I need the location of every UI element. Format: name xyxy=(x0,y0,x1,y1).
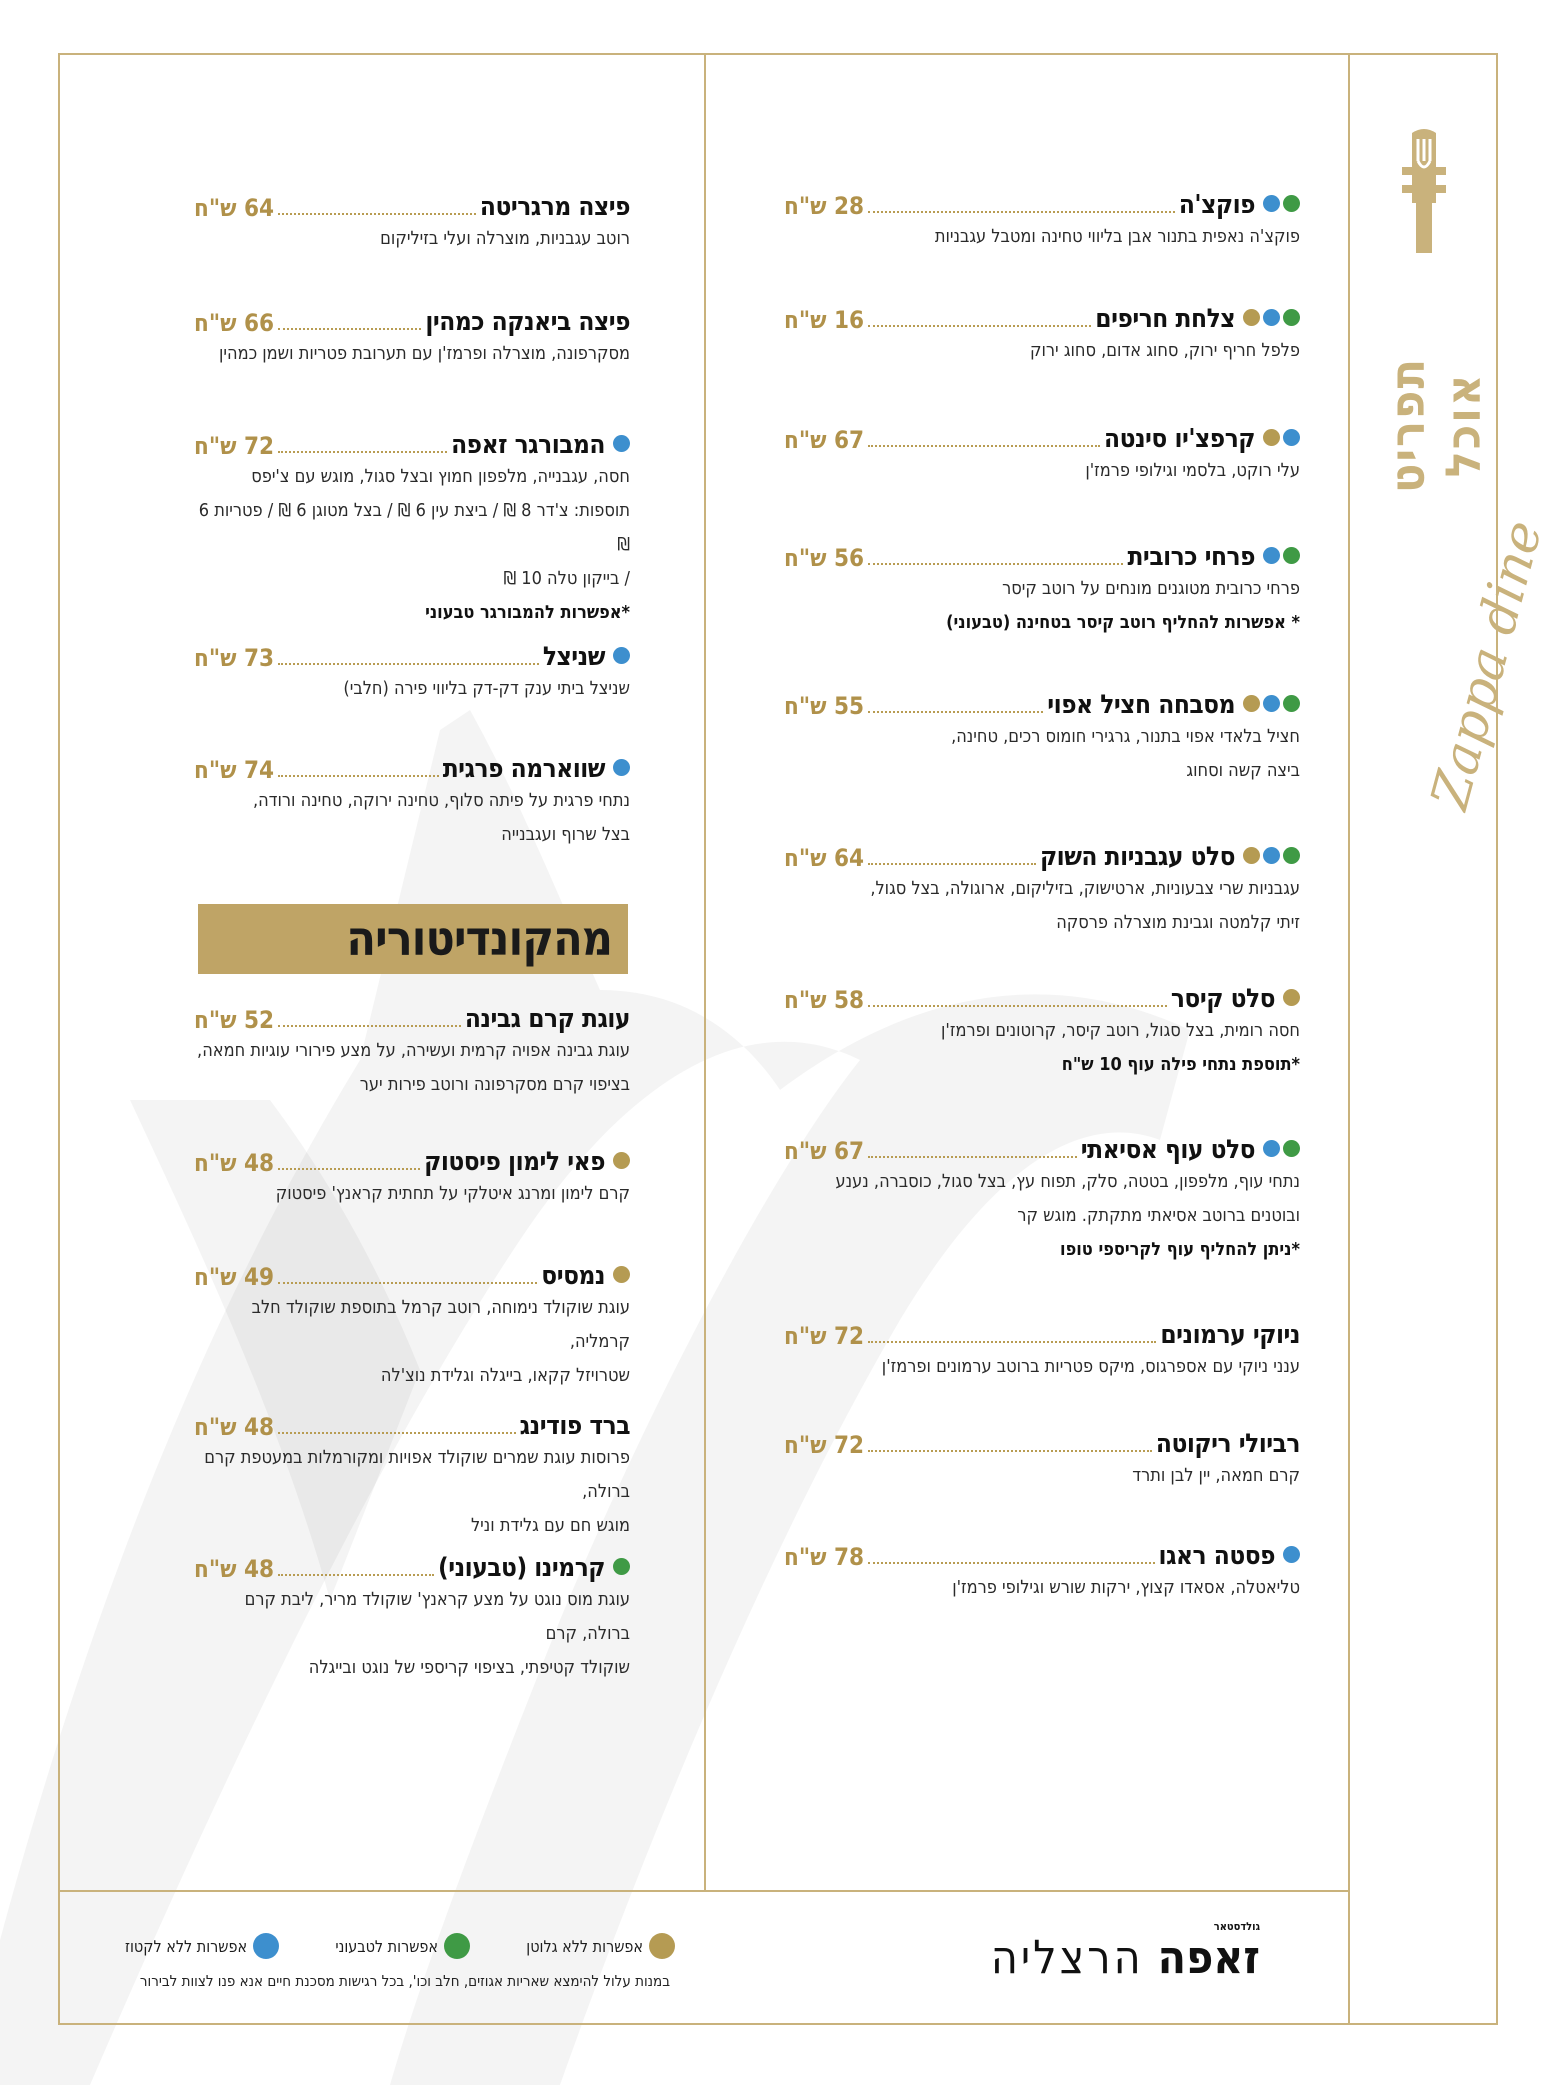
menu-item-description: רוטב עגבניות, מוצרלה ועלי בזיליקום xyxy=(380,228,630,249)
menu-item-header xyxy=(194,750,630,784)
menu-item-description: *ניתן להחליף עוף לקריספי טופו xyxy=(1060,1239,1300,1260)
legend-item xyxy=(125,1933,279,1959)
leader-dots xyxy=(278,328,421,330)
menu-item xyxy=(194,638,630,706)
leader-dots xyxy=(868,711,1043,713)
allergen-icons xyxy=(1243,847,1300,864)
menu-item xyxy=(194,1257,630,1393)
menu-item-price: 67 ש"ח xyxy=(784,426,865,454)
menu-item-header xyxy=(194,638,630,672)
milk-icon xyxy=(253,1933,279,1959)
menu-item-description: חסה רומית, בצל סגול, רוטב קיסר, קרוטונים ופרמז'ן xyxy=(941,1020,1300,1041)
allergen-icons xyxy=(1263,547,1300,564)
menu-item-description: חציל בלאדי אפוי בתנור, גרגירי חומוס רכים, טחינה, xyxy=(951,726,1300,747)
menu-item xyxy=(784,980,1300,1082)
menu-item-name: שניצל xyxy=(542,642,605,672)
menu-item-description: פלפל חריף ירוק, סחוג אדום, סחוג ירוק xyxy=(1030,340,1300,361)
menu-item-name: שווארמה פרגית xyxy=(442,754,605,784)
menu-item xyxy=(784,1131,1300,1267)
menu-item-description: *תוספת נתחי פילה עוף 10 ש"ח xyxy=(1061,1054,1300,1075)
menu-item-header xyxy=(784,186,1300,220)
menu-item-description: פרוסות עוגת שמרים שוקולד אפויות ומקורמלות במעטפת קרם ברולה, xyxy=(204,1447,630,1502)
menu-item-description: * אפשרות להחליף רוטב קיסר בטחינה (טבעוני) xyxy=(946,612,1300,633)
menu-item-description: עוגת מוס נוגט על מצע קראנץ' שוקולד מריר, ליבת קרם ברולה, קרם xyxy=(244,1589,630,1644)
menu-item xyxy=(784,1537,1300,1605)
menu-item-name: פיצה מרגריטה xyxy=(479,192,630,222)
menu-item-description: פוקצ'ה נאפית בתנור אבן בליווי טחינה ומטבל עגבניות xyxy=(934,226,1300,247)
menu-item-header xyxy=(784,300,1300,334)
column-divider xyxy=(704,53,706,1891)
wheat-icon xyxy=(1243,695,1260,712)
allergen-legend xyxy=(125,1926,675,1966)
allergen-icons xyxy=(1283,1546,1300,1563)
menu-item-header xyxy=(784,1537,1300,1571)
leader-dots xyxy=(868,1450,1152,1452)
menu-item-description: קרם לימון ומרנג איטלקי על תחתית קראנץ' פיסטוק xyxy=(275,1183,630,1204)
wheat-icon xyxy=(1283,989,1300,1006)
menu-item-description: *אפשרות להמבורגר טבעוני xyxy=(425,602,630,623)
menu-item-header xyxy=(784,1316,1300,1350)
menu-item-header xyxy=(194,303,630,337)
desserts-title: מהקונדיטוריה xyxy=(346,911,612,967)
menu-item-price: 74 ש"ח xyxy=(194,756,275,784)
menu-item-price: 28 ש"ח xyxy=(784,192,865,220)
menu-item xyxy=(194,303,630,371)
leader-dots xyxy=(868,325,1091,327)
menu-item-price: 49 ש"ח xyxy=(194,1263,275,1291)
menu-item-description: שניצל ביתי ענק דק-דק בליווי פירה (חלבי) xyxy=(343,678,630,699)
menu-item-name: סלט עגבניות השוק xyxy=(1039,842,1235,872)
menu-item-header xyxy=(194,1407,630,1441)
menu-item xyxy=(194,1549,630,1685)
leader-dots xyxy=(868,211,1175,213)
menu-item-price: 72 ש"ח xyxy=(784,1431,865,1459)
menu-item-description: קרם חמאה, יין לבן ותרד xyxy=(1132,1465,1300,1486)
menu-item-description: מוגש חם עם גלידת וניל xyxy=(470,1515,630,1536)
menu-item-description: ובוטנים ברוטב אסיאתי מתקתק. מוגש קר xyxy=(1017,1205,1300,1226)
menu-item xyxy=(784,420,1300,488)
menu-item-price: 67 ש"ח xyxy=(784,1137,865,1165)
legend-item xyxy=(335,1933,470,1959)
milk-icon xyxy=(1263,309,1280,326)
menu-item-description: עגבניות שרי צבעוניות, ארטישוק, בזיליקום, ארוגולה, בצל סגול, xyxy=(870,878,1300,899)
menu-item-name: פרחי כרובית xyxy=(1127,542,1255,572)
milk-icon xyxy=(1263,695,1280,712)
leader-dots xyxy=(278,1432,516,1434)
leaf-icon xyxy=(1283,195,1300,212)
menu-item-header xyxy=(194,426,630,460)
milk-icon xyxy=(1263,847,1280,864)
allergen-icons xyxy=(1263,429,1300,446)
leaf-icon xyxy=(1283,847,1300,864)
leader-dots xyxy=(278,451,447,453)
leader-dots xyxy=(868,1156,1077,1158)
legend-item xyxy=(526,1933,675,1959)
menu-item-header xyxy=(784,538,1300,572)
allergen-note: במנות עלול להימצא שאריות אגוזים, חלב וכו', בכל רגישות מסכנת חיים אנא פנו לצוות לבירור xyxy=(139,1972,670,1990)
menu-item-header xyxy=(784,1425,1300,1459)
menu-item xyxy=(784,186,1300,254)
menu-item-price: 73 ש"ח xyxy=(194,644,275,672)
menu-item xyxy=(784,300,1300,368)
brand-name: זאפה xyxy=(1157,1930,1260,1984)
menu-item-name: פסטה ראגו xyxy=(1158,1541,1275,1571)
menu-item-description: נתחי פרגית על פיתה סלוף, טחינה ירוקה, טחינה ורודה, xyxy=(252,790,630,811)
menu-item-description: ביצה קשה וסחוג xyxy=(1186,760,1300,781)
menu-item-description: עוגת גבינה אפויה קרמית ועשירה, על מצע פירורי עוגיות חמאה, xyxy=(197,1040,630,1061)
menu-item-description: שוקולד קטיפתי, בציפוי קריספי של נוגט ובייגלה xyxy=(308,1657,630,1678)
menu-column-right xyxy=(784,0,1300,1700)
menu-item xyxy=(784,1425,1300,1493)
menu-item-price: 55 ש"ח xyxy=(784,692,865,720)
menu-item-price: 64 ש"ח xyxy=(194,194,275,222)
menu-item-description: מסקרפונה, מוצרלה ופרמז'ן עם תערובת פטריות ושמן כמהין xyxy=(218,343,630,364)
menu-item-price: 72 ש"ח xyxy=(194,432,275,460)
menu-item-name: פיצה ביאנקה כמהין xyxy=(425,307,630,337)
brand-small: גולדסטאר xyxy=(1213,1920,1260,1933)
allergen-icons xyxy=(1263,1140,1300,1157)
menu-item-description: פרחי כרובית מטוגנים מונחים על רוטב קיסר xyxy=(1002,578,1300,599)
desserts-section-header xyxy=(198,904,628,974)
allergen-icons xyxy=(1283,989,1300,1006)
menu-item-price: 52 ש"ח xyxy=(194,1006,275,1034)
leaf-icon xyxy=(1283,309,1300,326)
allergen-icons xyxy=(1263,195,1300,212)
menu-item xyxy=(194,1000,630,1102)
milk-icon xyxy=(613,435,630,452)
allergen-icons xyxy=(613,759,630,776)
menu-item-header xyxy=(784,420,1300,454)
menu-item-name: פוקצ'ה xyxy=(1178,190,1255,220)
milk-icon xyxy=(613,647,630,664)
menu-item xyxy=(194,1407,630,1543)
menu-item-description: עלי רוקט, בלסמי וגילופי פרמז'ן xyxy=(1085,460,1300,481)
leader-dots xyxy=(868,1562,1155,1564)
menu-item-header xyxy=(194,188,630,222)
menu-item xyxy=(784,1316,1300,1384)
menu-item xyxy=(784,838,1300,940)
menu-item-description: שטרויזל קקאו, בייגלה וגלידת נוצ'לה xyxy=(380,1365,630,1386)
brand-location: הרצליה xyxy=(990,1930,1144,1984)
leader-dots xyxy=(278,1025,461,1027)
menu-item-name: ניוקי ערמונים xyxy=(1160,1320,1300,1350)
legend-label: אפשרות ללא גלוטן xyxy=(526,1936,643,1956)
menu-item-name: נמסיס xyxy=(541,1261,605,1291)
leader-dots xyxy=(868,1005,1167,1007)
menu-item xyxy=(194,750,630,852)
milk-icon xyxy=(1283,1546,1300,1563)
legend-label: אפשרות לטבעוני xyxy=(335,1936,438,1956)
menu-item-header xyxy=(194,1000,630,1034)
menu-item-description: נתחי עוף, מלפפון, בטטה, סלק, תפוח עץ, בצל סגול, כוסברה, נענע xyxy=(835,1171,1300,1192)
menu-title: תפריט אוכל xyxy=(1380,357,1492,493)
legend-label: אפשרות ללא לקטוז xyxy=(125,1936,248,1956)
footer-brand xyxy=(960,1920,1260,2000)
menu-item-description: בציפוי קרם מסקרפונה ורוטב פירות יער xyxy=(359,1074,630,1095)
wheat-icon xyxy=(1263,429,1280,446)
menu-item xyxy=(784,538,1300,640)
menu-item-header xyxy=(194,1257,630,1291)
menu-item-description: / בייקון טלה 10 ₪ xyxy=(503,568,630,589)
menu-item-name: עוגת קרם גבינה xyxy=(464,1004,630,1034)
milk-icon xyxy=(1283,429,1300,446)
wheat-icon xyxy=(1243,847,1260,864)
leader-dots xyxy=(278,663,539,665)
menu-item-description: ענני ניוקי עם אספרגוס, מיקס פטריות ברוטב ערמונים ופרמז'ן xyxy=(881,1356,1300,1377)
allergen-icons xyxy=(613,1266,630,1283)
leader-dots xyxy=(278,775,439,777)
leader-dots xyxy=(868,863,1036,865)
milk-icon xyxy=(613,759,630,776)
leader-dots xyxy=(278,213,476,215)
menu-item xyxy=(784,686,1300,788)
menu-item-price: 56 ש"ח xyxy=(784,544,865,572)
menu-item-description: בצל שרוף ועגבנייה xyxy=(501,824,630,845)
menu-item-header xyxy=(784,1131,1300,1165)
menu-item-price: 48 ש"ח xyxy=(194,1413,275,1441)
menu-item-price: 48 ש"ח xyxy=(194,1149,275,1177)
menu-item-description: טליאטלה, אסאדו קצוץ, ירקות שורש וגילופי פרמז'ן xyxy=(952,1577,1300,1598)
menu-item-price: 58 ש"ח xyxy=(784,986,865,1014)
menu-item-header xyxy=(784,838,1300,872)
menu-item-description: תוספות: צ'דר 8 ₪ / ביצת עין 6 ₪ / בצל מטוגן 6 ₪ / פטריות 6 ₪ xyxy=(198,500,630,555)
wheat-icon xyxy=(613,1152,630,1169)
wheat-icon xyxy=(613,1266,630,1283)
menu-item-name: קרפצ'יו סינטה xyxy=(1104,424,1255,454)
menu-item-description: חסה, עגבנייה, מלפפון חמוץ ובצל סגול, מוגש עם צ'יפס xyxy=(251,466,630,487)
allergen-icons xyxy=(613,435,630,452)
menu-item xyxy=(194,426,630,630)
menu-item-name: סלט עוף אסיאתי xyxy=(1080,1135,1255,1165)
menu-item xyxy=(194,1143,630,1211)
footer-divider xyxy=(58,1890,1350,1892)
leaf-icon xyxy=(613,1558,630,1575)
leader-dots xyxy=(868,445,1100,447)
leaf-icon xyxy=(444,1933,470,1959)
milk-icon xyxy=(1263,547,1280,564)
brand-script: Zappa dine xyxy=(1420,514,1554,816)
leader-dots xyxy=(278,1282,537,1284)
menu-item-name: המבורגר זאפה xyxy=(451,430,605,460)
leader-dots xyxy=(278,1168,420,1170)
wheat-icon xyxy=(1243,309,1260,326)
menu-item-name: רביולי ריקוטה xyxy=(1155,1429,1300,1459)
allergen-icons xyxy=(1243,309,1300,326)
menu-item-name: צלחת חריפים xyxy=(1095,304,1235,334)
wheat-icon xyxy=(649,1933,675,1959)
menu-item-price: 64 ש"ח xyxy=(784,844,865,872)
side-panel xyxy=(1350,55,1554,2021)
allergen-icons xyxy=(613,1152,630,1169)
leader-dots xyxy=(868,563,1123,565)
leader-dots xyxy=(868,1341,1156,1343)
menu-item-price: 48 ש"ח xyxy=(194,1555,275,1583)
menu-item-name: מסבחה חציל אפוי xyxy=(1047,690,1235,720)
menu-item-name: קרמינו (טבעוני) xyxy=(438,1553,605,1583)
menu-column-left xyxy=(194,0,630,1700)
menu-item-name: ברד פודינג xyxy=(519,1411,630,1441)
leaf-icon xyxy=(1283,1140,1300,1157)
menu-item-price: 78 ש"ח xyxy=(784,1543,865,1571)
menu-item-description: זיתי קלמטה וגבינת מוצרלה פרסקה xyxy=(1056,912,1300,933)
leader-dots xyxy=(278,1574,434,1576)
allergen-icons xyxy=(1243,695,1300,712)
menu-item-price: 66 ש"ח xyxy=(194,309,275,337)
menu-item-price: 72 ש"ח xyxy=(784,1322,865,1350)
menu-item-price: 16 ש"ח xyxy=(784,306,865,334)
milk-icon xyxy=(1263,195,1280,212)
menu-item xyxy=(194,188,630,256)
milk-icon xyxy=(1263,1140,1280,1157)
guitar-fork-logo xyxy=(1384,127,1464,257)
menu-item-description: עוגת שוקולד נימוחה, רוטב קרמל בתוספת שוקולד חלב קרמליה, xyxy=(251,1297,630,1352)
allergen-icons xyxy=(613,647,630,664)
menu-item-header xyxy=(784,686,1300,720)
menu-item-header xyxy=(784,980,1300,1014)
menu-item-header xyxy=(194,1143,630,1177)
menu-item-header xyxy=(194,1549,630,1583)
menu-item-name: פאי לימון פיסטוק xyxy=(424,1147,605,1177)
leaf-icon xyxy=(1283,547,1300,564)
allergen-icons xyxy=(613,1558,630,1575)
leaf-icon xyxy=(1283,695,1300,712)
menu-item-name: סלט קיסר xyxy=(1170,984,1275,1014)
